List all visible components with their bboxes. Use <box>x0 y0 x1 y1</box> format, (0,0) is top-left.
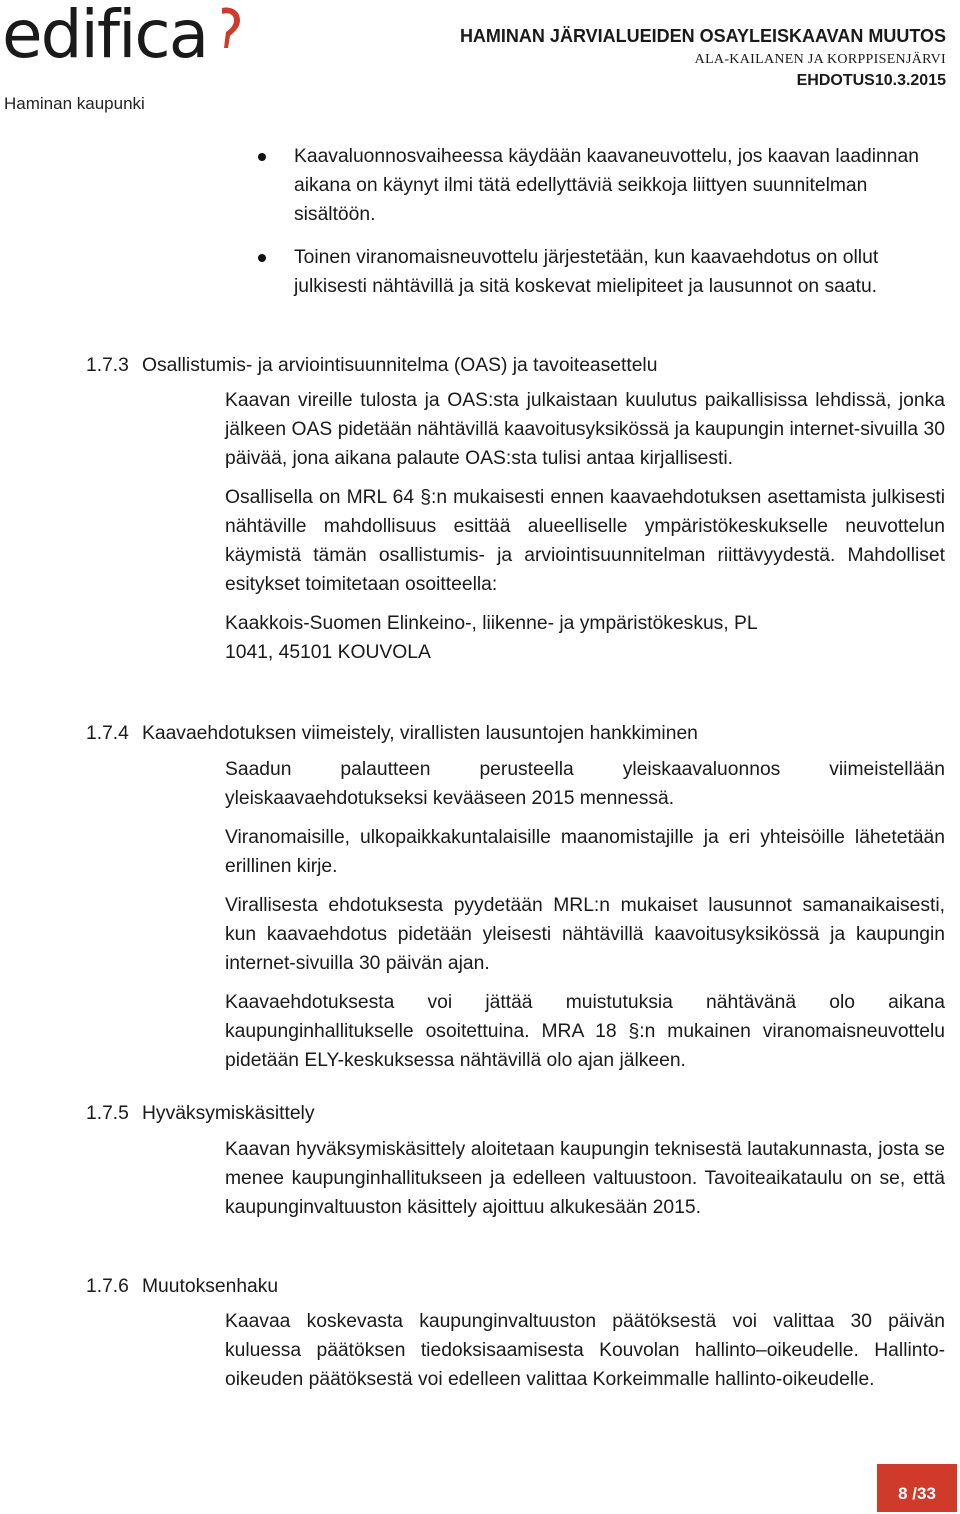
section-title: Osallistumis- ja arviointisuunnitelma (OAS) ja tavoiteasettelu <box>142 355 658 376</box>
bullet-icon <box>258 153 266 161</box>
section-number: 1.7.4 <box>86 723 129 744</box>
section-body-1-7-6 <box>225 1307 945 1404</box>
bullet-list <box>258 142 948 315</box>
paragraph: Virallisesta ehdotuksesta pyydetään MRL:n mukaiset lausunnot samanaikaisesti, kun kaavaehdotus pidetään yleisesti nähtävillä kaavoitusyksikössä ja kaupungin internet-sivuilla 30 päivän ajan. <box>225 895 945 974</box>
document-draft-date: EHDOTUS10.3.2015 <box>796 72 946 89</box>
section-number: 1.7.5 <box>86 1103 129 1124</box>
section-number: 1.7.6 <box>86 1276 129 1297</box>
section-heading-1-7-5 <box>86 1100 315 1128</box>
section-heading-1-7-4 <box>86 720 698 748</box>
document-subtitle: ALA-KAILANEN JA KORPPISENJÄRVI <box>694 52 946 67</box>
address: Kaakkois-Suomen Elinkeino-, liikenne- ja ympäristökeskus, PL 1041, 45101 KOUVOLA <box>225 613 757 663</box>
bullet-text: Toinen viranomaisneuvottelu järjestetään, kun kaavaehdotus on ollut julkisesti nähtävillä ja sitä koskevat mielipiteet ja lausunnot on saatu. <box>294 247 879 297</box>
edifica-logo: edifica <box>2 0 208 73</box>
paragraph: Kaavaehdotuksesta voi jättää muistutuksia nähtävänä olo aikana kaupunginhallitukselle osoitettuina. MRA 18 §:n mukainen viranomaisneuvottelu pidetään ELY-keskuksessa nähtävillä olo ajan jälkeen. <box>225 992 945 1071</box>
bullet-icon <box>258 254 266 262</box>
section-number: 1.7.3 <box>86 355 129 376</box>
section-heading-1-7-6 <box>86 1273 278 1301</box>
section-title: Hyväksymiskäsittely <box>142 1103 315 1124</box>
paragraph: Kaavan hyväksymiskäsittely aloitetaan kaupungin teknisestä lautakunnasta, josta se menee kaupunginhallitukseen ja edelleen valtuustoon. Tavoiteaikataulu on se, että kaupunginvaltuuston käsittely ajoittuu alkukesään 2015. <box>225 1139 945 1218</box>
list-item <box>258 243 948 301</box>
section-title: Muutoksenhaku <box>142 1276 279 1297</box>
paragraph: Kaavan vireille tulosta ja OAS:sta julkaistaan kuulutus paikallisissa lehdissä, jonka jälkeen OAS pidetään nähtävillä kaavoitusyksikössä ja kaupungin internet-sivuilla 30 päivää, jona aikana palaute OAS:sta tulisi antaa kirjallisesti. <box>225 390 945 469</box>
document-title: HAMINAN JÄRVIALUEIDEN OSAYLEISKAAVAN MUUTOS <box>459 26 946 46</box>
section-title: Kaavaehdotuksen viimeistely, virallisten lausuntojen hankkiminen <box>142 723 698 744</box>
city-name: Haminan kaupunki <box>4 94 145 113</box>
paragraph: Osallisella on MRL 64 §:n mukaisesti ennen kaavaehdotuksen asettamista julkisesti nähtäville mahdollisuus esittää alueelliselle ympäristökeskukselle neuvottelun käymistä tämän osallistumis- ja arviointisuunnitelman riittävyydestä. Mahdolliset esitykset toimitetaan osoitteella: <box>225 487 945 595</box>
page-number-badge <box>877 1464 957 1512</box>
section-body-1-7-3 <box>225 386 945 677</box>
section-heading-1-7-3 <box>86 352 657 380</box>
paragraph: Kaavaa koskevasta kaupunginvaltuuston päätöksestä voi valittaa 30 päivän kuluessa päätöksen tiedoksisaamisesta Kouvolan hallinto–oikeudelle. Hallinto-oikeuden päätöksestä voi edelleen valittaa Korkeimmalle hallinto-oikeudelle. <box>225 1311 945 1390</box>
paragraph: Viranomaisille, ulkopaikkakuntalaisille maanomistajille ja eri yhteisöille lähetetään erillinen kirje. <box>225 827 945 877</box>
bullet-text: Kaavaluonnosvaiheessa käydään kaavaneuvottelu, jos kaavan laadinnan aikana on käynyt ilmi tätä edellyttäviä seikkoja liittyen suunnitelman sisältöön. <box>294 146 919 225</box>
paragraph: Saadun palautteen perusteella yleiskaavaluonnos viimeistellään yleiskaavaehdotukseksi kevääseen 2015 mennessä. <box>225 759 945 809</box>
section-body-1-7-4 <box>225 755 945 1085</box>
page-number: 8 /33 <box>898 1484 936 1503</box>
list-item <box>258 142 948 229</box>
section-body-1-7-5 <box>225 1135 945 1232</box>
logo-accent-mark <box>218 6 244 50</box>
